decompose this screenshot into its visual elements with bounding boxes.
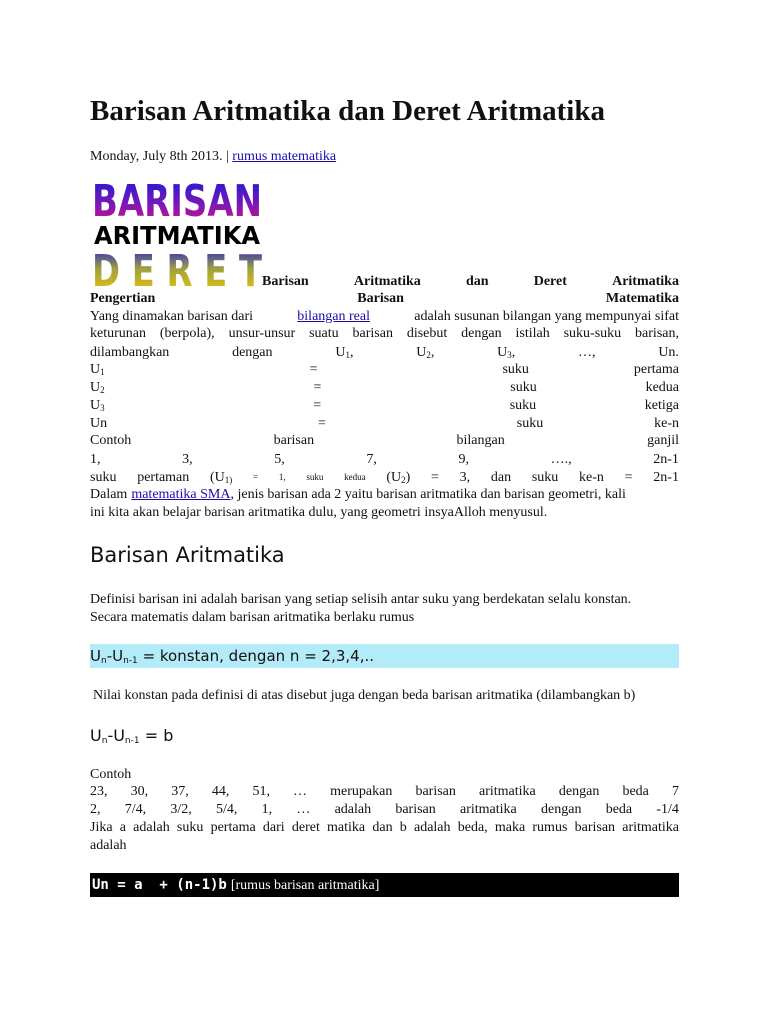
intro-subheading bbox=[90, 290, 679, 307]
subscript: 1 bbox=[100, 367, 105, 377]
term-symbol bbox=[90, 415, 107, 432]
symbol-u: U bbox=[90, 398, 101, 413]
term-row bbox=[90, 361, 679, 378]
contoh-label: Contoh bbox=[90, 767, 132, 782]
formula-konstan bbox=[90, 644, 679, 668]
intro-heading-word: Aritmatika bbox=[612, 274, 679, 289]
symbol-u: U bbox=[416, 345, 427, 360]
subscript: 2 bbox=[426, 350, 431, 360]
formula-beda bbox=[90, 724, 173, 748]
formula-code: Un = a + (n-1)b bbox=[92, 877, 227, 893]
term-word: suku bbox=[509, 398, 537, 413]
equals: = bbox=[318, 416, 326, 431]
example-row-1 bbox=[90, 783, 679, 800]
term-symbol bbox=[90, 379, 105, 396]
example-heading-row bbox=[90, 432, 679, 449]
symbol-u: U bbox=[90, 380, 101, 395]
text-segment: bilangan bbox=[456, 433, 505, 448]
equals: = bbox=[431, 470, 439, 485]
term-word: suku bbox=[510, 380, 537, 395]
text-segment: barisan bbox=[415, 784, 456, 799]
symbol-u: U bbox=[90, 726, 102, 745]
value: 3, bbox=[459, 470, 471, 485]
text-segment: beda bbox=[622, 784, 649, 799]
suku-row bbox=[90, 469, 679, 486]
jika-line-1: Jika a adalah suku pertama dari deret matika dan b adalah beda, maka rumus barisan aritmatika bbox=[90, 820, 679, 835]
text-segment: barisan bbox=[395, 802, 436, 817]
comma: , bbox=[430, 345, 435, 360]
intro-heading-word: Deret bbox=[533, 274, 567, 289]
text-segment: barisan bbox=[273, 433, 315, 448]
equals: = bbox=[624, 470, 633, 485]
u2-symbol bbox=[386, 469, 410, 486]
text-segment: ganjil bbox=[647, 433, 679, 448]
text-segment: suku bbox=[306, 472, 324, 482]
u3-symbol bbox=[497, 344, 515, 361]
intro-paragraph-line-1 bbox=[90, 308, 679, 325]
barisan-logo-image bbox=[92, 178, 264, 288]
symbol-u: -U bbox=[107, 726, 125, 745]
formula-text: = b bbox=[139, 726, 174, 745]
term-word: suku bbox=[516, 416, 544, 431]
intro-heading-word: Aritmatika bbox=[353, 274, 421, 289]
ellipsis: … bbox=[293, 784, 308, 799]
matematika-sma-link[interactable]: matematika SMA bbox=[131, 487, 231, 502]
definition-line-1: Definisi barisan ini adalah barisan yang setiap selisih antar suku yang berdekatan selalu konstan. bbox=[90, 592, 632, 607]
term-ordinal: ke-n bbox=[654, 416, 679, 431]
term-row bbox=[90, 415, 679, 432]
value: 3/2, bbox=[170, 802, 192, 817]
subscript: 1) bbox=[224, 475, 233, 485]
text-segment: dilambangkan bbox=[90, 345, 170, 360]
ellipsis: …, bbox=[578, 345, 596, 360]
intro-heading-word: Barisan bbox=[262, 274, 309, 289]
equals: = bbox=[313, 380, 322, 395]
value: 23, bbox=[90, 784, 108, 799]
post-meta bbox=[90, 148, 336, 166]
value: -1/4 bbox=[656, 802, 679, 817]
formula-text: = konstan, dengan n = 2,3,4,.. bbox=[137, 647, 374, 665]
comma: , bbox=[349, 345, 354, 360]
subheading-word: Barisan bbox=[357, 291, 404, 306]
meta-separator: | bbox=[225, 149, 229, 164]
intro-paragraph-2-line-2: ini kita akan belajar barisan aritmatika dulu, yang geometri insyaAlloh menyusul. bbox=[90, 505, 548, 520]
symbol-u: U bbox=[497, 345, 508, 360]
subscript: n-1 bbox=[123, 656, 138, 666]
formula-note: [rumus barisan aritmatika] bbox=[230, 878, 380, 893]
u1-symbol bbox=[335, 344, 353, 361]
bilangan-real-link[interactable]: bilangan real bbox=[297, 309, 370, 324]
text-segment: suku bbox=[90, 470, 117, 485]
term-symbol bbox=[90, 361, 105, 378]
text-segment: merupakan bbox=[330, 784, 393, 799]
value: 5/4, bbox=[215, 802, 238, 817]
u1-symbol bbox=[210, 469, 232, 486]
value: 7, bbox=[366, 452, 377, 467]
intro-heading bbox=[262, 273, 679, 290]
equals: = bbox=[313, 398, 322, 413]
text-segment: Contoh bbox=[90, 433, 132, 448]
text-segment: kedua bbox=[344, 472, 366, 482]
text-segment: adalah bbox=[334, 802, 372, 817]
konstan-explanation: Nilai konstan pada definisi di atas disebut juga dengan beda barisan aritmatika (dilambangkan b) bbox=[93, 688, 636, 703]
text-segment: adalah susunan bilangan yang mempunyai sifat bbox=[414, 309, 679, 324]
value: 2n-1 bbox=[653, 470, 679, 485]
text-segment: , jenis barisan ada 2 yaitu barisan aritmatika dan barisan geometri, kali bbox=[230, 487, 626, 502]
text-segment: dan bbox=[490, 470, 512, 485]
text-segment: Un. bbox=[658, 345, 679, 360]
example-values-row bbox=[90, 451, 679, 468]
equals: = bbox=[253, 472, 259, 482]
page-title: Barisan Aritmatika dan Deret Aritmatika bbox=[90, 95, 605, 127]
symbol-u: (U bbox=[210, 470, 225, 485]
u2-symbol bbox=[416, 344, 434, 361]
value: 51, bbox=[252, 784, 270, 799]
text-segment: ke-n bbox=[579, 470, 604, 485]
symbol-u: Un bbox=[90, 416, 108, 431]
intro-paragraph-line-3 bbox=[90, 344, 679, 361]
text-segment: Yang dinamakan barisan dari bbox=[90, 309, 254, 324]
formula-rumus-barisan bbox=[90, 873, 679, 897]
text-segment: beda bbox=[605, 802, 633, 817]
subscript: n bbox=[101, 736, 108, 746]
subscript: 2 bbox=[401, 475, 406, 485]
intro-heading-word: dan bbox=[465, 274, 489, 289]
value: 1, bbox=[278, 472, 286, 482]
subscript: 3 bbox=[100, 403, 105, 413]
text-segment: dengan bbox=[558, 784, 600, 799]
symbol-u: U bbox=[90, 647, 101, 665]
value: 37, bbox=[171, 784, 189, 799]
value: 5, bbox=[274, 452, 285, 467]
term-ordinal: kedua bbox=[645, 380, 679, 395]
jika-line-2: adalah bbox=[90, 838, 127, 853]
subheading-word: Pengertian bbox=[90, 291, 156, 306]
subscript: 1 bbox=[345, 350, 350, 360]
term-ordinal: ketiga bbox=[644, 398, 679, 413]
definition-line-2: Secara matematis dalam barisan aritmatika berlaku rumus bbox=[90, 610, 415, 625]
value: 7 bbox=[671, 784, 679, 799]
paren: ) bbox=[405, 470, 411, 485]
logo-line-2: ARITMATIKA bbox=[94, 221, 261, 250]
value: 9, bbox=[458, 452, 469, 467]
subscript: 2 bbox=[100, 385, 105, 395]
value: 1, bbox=[261, 802, 273, 817]
section-heading: Barisan Aritmatika bbox=[90, 543, 285, 567]
subheading-word: Matematika bbox=[605, 291, 679, 306]
value: …., bbox=[550, 452, 572, 467]
text-segment: suku bbox=[531, 470, 559, 485]
subscript: n bbox=[100, 656, 107, 666]
term-ordinal: pertama bbox=[633, 362, 679, 377]
value: 2, bbox=[90, 802, 101, 817]
text-segment: pertaman bbox=[137, 470, 190, 485]
comma: , bbox=[511, 345, 516, 360]
symbol-u: (U bbox=[386, 470, 402, 485]
text-segment: aritmatika bbox=[460, 802, 517, 817]
term-row bbox=[90, 379, 679, 396]
example-row-2 bbox=[90, 801, 679, 818]
symbol-u: U bbox=[90, 362, 101, 377]
subscript: n-1 bbox=[124, 736, 140, 746]
equals: = bbox=[309, 362, 318, 377]
category-link[interactable]: rumus matematika bbox=[232, 149, 337, 164]
value: 3, bbox=[182, 452, 193, 467]
term-symbol bbox=[90, 397, 105, 414]
intro-paragraph-2-line-1 bbox=[90, 486, 679, 503]
ellipsis: … bbox=[296, 802, 311, 817]
subscript: 3 bbox=[507, 350, 512, 360]
symbol-u: U bbox=[335, 345, 346, 360]
text-segment: dengan bbox=[541, 802, 582, 817]
symbol-u: -U bbox=[106, 647, 124, 665]
value: 7/4, bbox=[124, 802, 147, 817]
term-row bbox=[90, 397, 679, 414]
value: 44, bbox=[211, 784, 230, 799]
text-segment: aritmatika bbox=[479, 784, 536, 799]
logo-line-3: D E R E T bbox=[92, 246, 262, 288]
value: 30, bbox=[130, 784, 149, 799]
intro-paragraph-line-2: keturunan (berpola), unsur-unsur suatu barisan disebut dengan istilah suku-suku barisan, bbox=[90, 326, 679, 341]
value: 1, bbox=[90, 452, 101, 467]
term-word: suku bbox=[502, 362, 529, 377]
text-segment: Dalam bbox=[90, 487, 128, 502]
post-date: Monday, July 8th 2013. bbox=[90, 149, 223, 164]
text-segment: dengan bbox=[232, 345, 273, 360]
value: 2n-1 bbox=[653, 452, 679, 467]
logo-line-1: BARISAN bbox=[92, 178, 262, 227]
